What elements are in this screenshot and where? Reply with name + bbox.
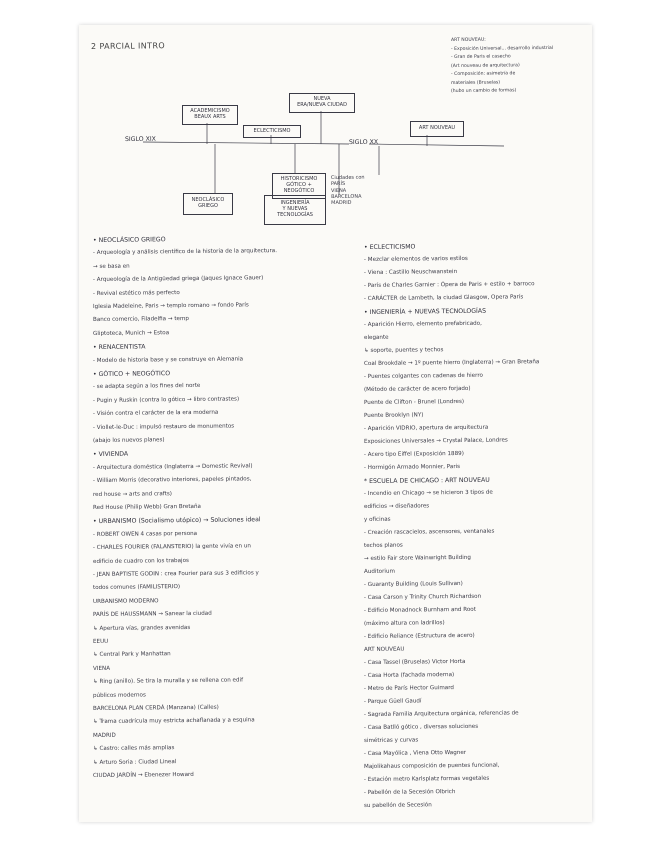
left-note-line: - Arqueología de la Antigüedad griega (Jaques Ignace Gauer)	[92, 275, 264, 284]
left-note-line: PARÍS DE HAUSSMANN → Sanear la ciudad	[92, 610, 212, 619]
right-top-note-line: (Art nouveau de arquitectura)	[450, 62, 520, 69]
right-note-line: su pabellón de Secesión	[363, 802, 432, 809]
left-note-line: ↳ Central Park y Manhattan	[92, 651, 171, 659]
right-note-line: - Edificio Reliance (Estructura de acero)	[363, 632, 475, 640]
left-note-line: MADRID	[92, 732, 116, 739]
right-note-line: techos planos	[363, 542, 403, 549]
left-note-line: → se basa en	[92, 263, 130, 270]
right-note-line: - Hormigón Armado Monnier, Paris	[363, 463, 461, 471]
right-top-note-line: (hubo un cambio de formas)	[450, 88, 517, 94]
left-note-line: - William Morris (decorativo interiores, papeles pintados,	[92, 476, 252, 485]
box-eclecticismo: ECLECTICISMO	[243, 125, 301, 138]
siglo-xix-label: SIGLO XIX	[124, 135, 156, 143]
left-note-line: - JEAN BAPTISTE GODIN : crea Fourier para sus 3 edificios y	[92, 570, 259, 578]
left-note-line: - CHARLES FOURIER (FALANSTERIO) la gente vivía en un	[92, 543, 251, 552]
box-nueva-era: NUEVA ERA/NUEVA CIUDAD	[289, 93, 355, 113]
right-note-line: * ESCUELA DE CHICAGO : ART NOUVEAU	[363, 476, 490, 485]
right-note-line: Puente de Clifton - Brunel (Londres)	[363, 398, 465, 406]
right-note-line: • INGENIERÍA + NUEVAS TECNOLOGÍAS	[363, 307, 487, 316]
left-note-line: ↳ Apertura vías, grandes avenidas	[92, 624, 191, 632]
right-note-line: - Parque Güell Gaudí	[363, 698, 422, 705]
right-note-line: edificios → diseñadores	[363, 503, 430, 510]
left-note-line: • VIVIENDA	[92, 451, 129, 459]
left-note-line: URBANISMO MODERNO	[92, 598, 159, 605]
left-note-line: - Revival estético más perfecto	[92, 289, 180, 297]
left-note-line: ↳ Ring (anillo). Se tira la muralla y se rellena con edif	[92, 677, 244, 686]
right-note-line: - Casa Batlló gótico , diversas soluciones	[363, 723, 479, 731]
left-note-line: • NEOCLÁSICO GRIEGO	[92, 236, 166, 244]
right-note-line: Puente Brooklyn (NY)	[363, 412, 424, 419]
right-note-line: - Viena : Castillo Neuschwanstein	[363, 269, 458, 276]
left-note-line: EEUU	[92, 638, 109, 645]
right-top-note-line: - Composición: asimetría de	[450, 71, 516, 77]
box-academicismo: ACADEMICISMO BEAUX ARTS	[182, 105, 238, 125]
left-note-line: Gliptoteca, Munich → Estoa	[92, 329, 170, 337]
right-note-line: simétricas y curvas	[363, 737, 419, 744]
left-note-line: - Modelo de historia base y se construye en Alemania	[92, 356, 244, 364]
left-note-line: públicos modernos	[92, 692, 146, 699]
left-note-line: - Viollet-le-Duc : impulsó restauro de monumentos	[92, 423, 235, 431]
right-note-line: - Mezclar elementos de varios estilos	[363, 255, 468, 263]
timeline-axis	[143, 142, 349, 144]
left-note-line: edificio de cuadro con los trabajos	[92, 557, 189, 565]
notebook-page	[79, 25, 592, 822]
right-top-note-line: materiales (Bruselas)	[450, 79, 501, 86]
right-note-line: - Incendio en Chicago → se hicieron 3 tipos de	[363, 489, 493, 497]
right-note-line: y oficinas	[363, 516, 391, 523]
left-note-line: red house → arts and crafts)	[92, 490, 172, 498]
left-note-line: todos comunes (FAMILISTERIO)	[92, 584, 181, 592]
left-note-line: VIENA	[92, 665, 111, 672]
right-note-line: - Puentes colgantes con cadenas de hierro	[363, 372, 483, 380]
left-note-line: - Pugin y Ruskin (contra lo gótico → libro contrastes)	[92, 396, 240, 404]
left-note-line: ↳ Castro: calles más amplias	[92, 745, 175, 753]
box-ingenieria: INGENIERÍA Y NUEVAS TECNOLOGÍAS	[264, 195, 326, 225]
right-note-line: - Casa Horta (fachada moderna)	[363, 672, 455, 679]
left-note-line: Iglesia Madeleine, Paris → templo romano → fondo París	[92, 302, 249, 310]
left-note-line: - Arqueología y análisis científico de la historia de la arquitectura.	[92, 248, 277, 257]
left-note-line: BARCELONA PLAN CERDÁ (Manzana) (Calles)	[92, 704, 219, 712]
left-note-line: • GÓTICO + NEOGÓTICO	[92, 370, 171, 378]
right-top-note-line: - Gran de Paris el casecho	[450, 54, 511, 60]
right-top-note-line: ART NOUVEAU:	[450, 37, 486, 43]
box-art-nouveau: ART NOUVEAU	[410, 121, 464, 137]
right-note-line: elegante	[363, 334, 389, 341]
left-note-line: CIUDAD JARDÍN → Ebenezer Howard	[92, 771, 194, 779]
right-note-line: → estilo Fair store Wainwright Building	[363, 554, 471, 562]
left-note-line: - Visión contra el carácter de la era moderna	[92, 409, 219, 418]
page-title: 2 PARCIAL INTRO	[90, 41, 166, 51]
right-note-line: - Creación rascacielos, ascensores, ventanales	[363, 528, 495, 536]
right-note-line: - CARÁCTER de Lambeth, la ciudad Glasgow, Opera París	[363, 294, 524, 302]
right-note-line: - Casa Carson y Trinity Church Richardson	[363, 593, 482, 601]
right-note-line: Majolikahaus composición de puentes funcional,	[363, 762, 500, 770]
right-note-line: - Acero tipo Eiffel (Exposición 1889)	[363, 450, 464, 458]
left-note-line: • RENACENTISTA	[92, 343, 146, 352]
timeline-axis-2	[369, 144, 504, 146]
right-note-line: - Aparición VIDRIO, apertura de arquitectura	[363, 424, 489, 432]
box-historicismo: HISTORICISMO GÓTICO + NEOGÓTICO	[272, 173, 326, 199]
right-note-line: ↳ soporte, puentes y techos	[363, 347, 444, 354]
right-note-line: - Metro de París Hector Guimard	[363, 685, 455, 692]
left-note-line: Banco comercio, Filadelfia → temp	[92, 316, 190, 324]
right-note-line: - Casa Mayólica , Viena Otto Wagner	[363, 749, 467, 757]
right-note-line: Exposiciones Universales → Crystal Palace, Londres	[363, 437, 508, 445]
ciudades-note: Ciudades con PARÍS VIENA BARCELONA MADRID	[330, 174, 365, 206]
right-note-line: - Estación metro Karlsplatz formas vegetales	[363, 775, 490, 783]
right-note-line: (máximo altura con ladrillos)	[363, 620, 445, 627]
right-note-line: ART NOUVEAU	[363, 646, 405, 653]
right-note-line: - París de Charles Garnier : Ópera de Paris + estilo + barroco	[363, 281, 535, 289]
left-note-line: ↳ Arturo Soria : Ciudad Lineal	[92, 758, 177, 766]
box-neogriego: NEOCLÁSICO GRIEGO	[183, 193, 233, 215]
left-note-line: - Arquitectura doméstica (Inglaterra → Domestic Revival)	[92, 463, 253, 471]
left-note-line: (abajo los nuevos planes)	[92, 437, 165, 444]
right-note-line: Coal Brookdale → 1º puente hierro (Inglaterra) → Gran Bretaña	[363, 359, 540, 367]
right-note-line: - Edificio Monadnock Burnham and Root	[363, 606, 476, 614]
left-note-line: Red House (Philip Webb) Gran Bretaña	[92, 503, 201, 511]
right-note-line: (Método de carácter de acero forjado)	[363, 385, 471, 393]
right-note-line: • ECLECTICISMO	[363, 243, 416, 251]
right-note-line: - Pabellón de la Secesión Olbrich	[363, 789, 456, 796]
right-note-line: - Guaranty Building (Louis Sullivan)	[363, 580, 463, 588]
right-note-line: - Sagrada Familia Arquitectura orgánica, referencias de	[363, 710, 519, 718]
right-note-line: - Casa Tassel (Bruselas) Victor Horta	[363, 658, 466, 666]
left-note-line: ↳ Trama cuadrícula muy estricta achaflanada y a esquina	[92, 717, 255, 726]
right-note-line: - Aparición Hierro, elemento prefabricado,	[363, 320, 482, 328]
left-note-line: - se adapta según a los fines del norte	[92, 383, 201, 391]
left-note-line: • URBANISMO (Socialismo utópico) → Soluciones ideal	[92, 516, 261, 526]
left-note-line: - ROBERT OWEN 4 casas por persona	[92, 530, 198, 538]
right-top-note-line: - Exposición Universal... desarrollo industrial	[450, 45, 554, 52]
siglo-xx-label: SIGLO XX	[348, 138, 379, 146]
right-note-line: Auditorium	[363, 568, 395, 575]
